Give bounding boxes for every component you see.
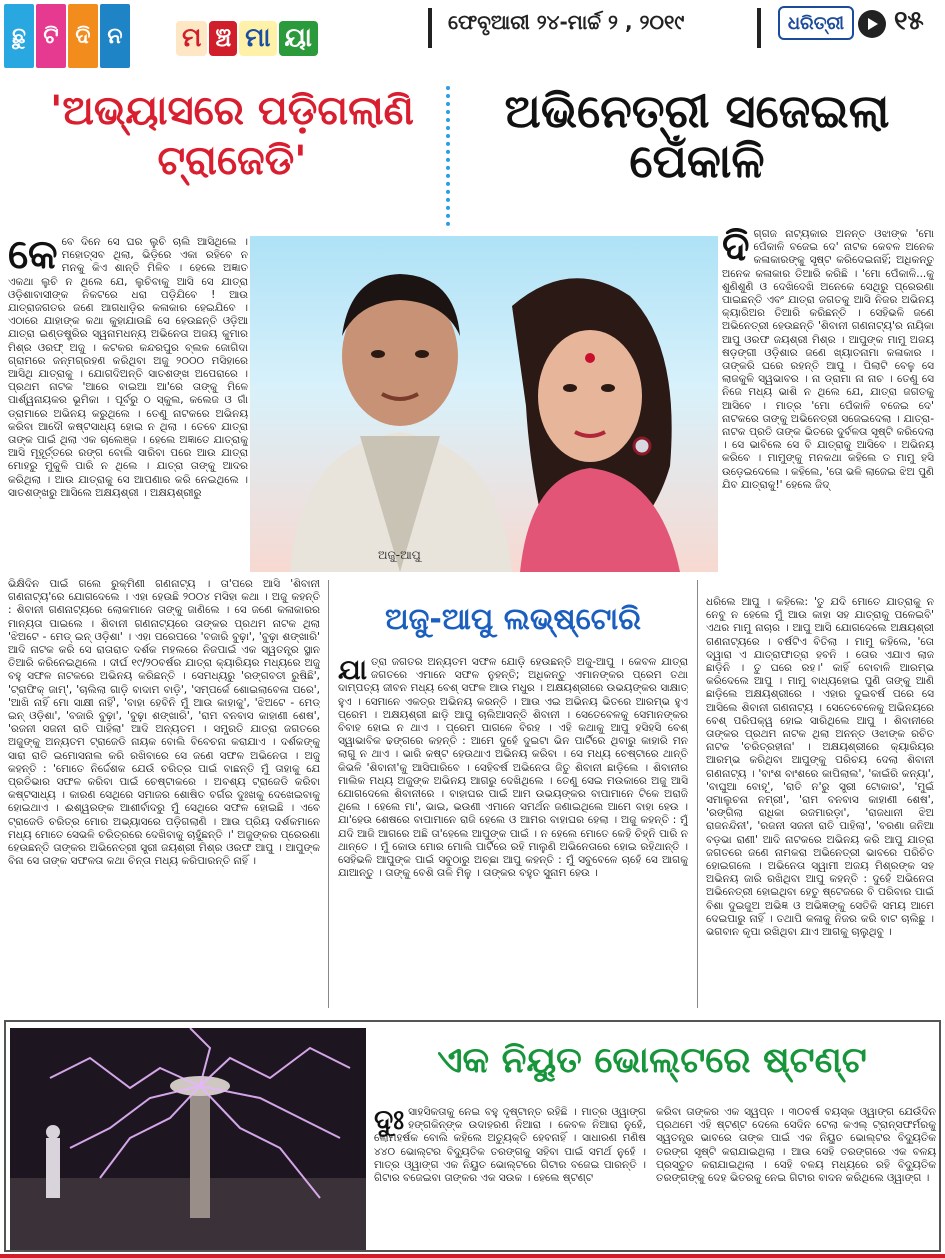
issue-date: ଫେବୃଆରୀ ୨୪-ମାର୍ଚ୍ଚ ୨ , ୨୦୧୯ (448, 10, 685, 34)
play-icon (858, 10, 886, 38)
tesla-coil-photo (10, 1028, 366, 1250)
column-rule (328, 580, 329, 1008)
page-number: ୧୫ (894, 6, 924, 36)
couple-photo (250, 236, 718, 572)
dropcap: କେ (8, 236, 58, 278)
headline-right: ଅଭିନେତ୍ରୀ ସଜେଇଲା ପେଁକାଳି (504, 84, 890, 188)
article-text: ଗ୍ଗଜ ନାଟ୍ୟକାର ଅନନ୍ତ ଓଝାଙ୍କ 'ମୋ ପେଁକାଳି ବଜେଇ ଦେ' ନାଟକ କେବଳ ଅନେକ କଳାକାରଙ୍କୁ ସୃଷ୍ଟ କରିଦେଇନାହିଁ; ଅଧିକନ୍ତୁ ଅନେକ କଳାକାର ତିଆରି କରିଛି । 'ମୋ ପେଁକାଳି...କୁ ଶୁଣିଶୁଣି ଓ ଦେଖିଦେଖି ଅନେକେ ସେଥିରୁ ପ୍ରେରଣା ପାଇଛନ୍ତି ଏବଂ ଯାତ୍ରା ଜଗତକୁ ଆସି ନିଜର ଅଭିନୟ କ୍ୟାରିଅର ତିଆରି କରିଛନ୍ତି । ସେହିଭଳି ଜଣେ ଅଭିନେତ୍ରୀ ହେଉଛନ୍ତି 'ଶିବାନୀ ଗଣନାଟ୍ୟ'ର ନାୟିକା ଆପୁ ଓରଫ ଜୟଶ୍ରୀ ମିଶ୍ର । ଆପୁଙ୍କ ମାମୁ ଅଜୟ ଷଡ଼ଙ୍ଗୀ ଓଡ଼ିଶାର ଜଣେ ଖ୍ୟାତନାମା କଳାକାର । ତାଙ୍କରି ଘରେ ରହନ୍ତି ଆପୁ । ପିଲାଟି ବେଳୁ ସେ ଲାଜକୁଳି ସ୍ୱଭାବର । ନା ଡ୍ରାମା ନା ନାଚ । ତେଣୁ ସେ ନିଜେ ମଧ୍ୟ ଭାଶି ନ ଥିଲେ ଯେ, ଯାତ୍ରା ଜଗତକୁ ଆସିବେ । ମାତ୍ର 'ମୋ ପେଁକାଳି ବଜେଇ ଦେ' ନାଟକରେ ତାଙ୍କୁ ଅଭିନେତ୍ରୀ ସଜେଇଦେଲା । ଯାତ୍ରା-ନାଟକ ପ୍ରତି ତାଙ୍କ ଭିତରେ ଦୁର୍ବଳତା ସୃଷ୍ଟି କରିଦେଲା । ସେ ଭାବିଲେ ସେ ବି ଯାତ୍ରାକୁ ଆସିବେ । ଅଭିନୟ କରିବେ । ମାମୁଙ୍କୁ ମନକଥା କହିଲେ ତ ମାମୁ ହସି ଉଡ଼େଇଦେଲେ । କହିଲେ, 'ତୋ ଭଳି ଲାଜେଇ ଝିଅ ପୁଣି ଯିବ ଯାତ୍ରାକୁ!' ହେଲେ ଜିଦ୍ (722, 228, 934, 491)
brand-tile: ଟି (36, 4, 66, 68)
article-text: ଧରିଲେ ଆପୁ । କହିଲେ: 'ତୁ ଯଦି ମୋତେ ଯାତ୍ରାକୁ ନ ନେବୁ ନ ହେଲେ ମୁଁ ଆଉ କାହା ସହ ଯାତ୍ରାକୁ ପଳେଇବି' ଏଥର ମାମୁ ନାଚାର । ଆପୁ ଆସି ଯୋଗଦେଲେ ଅକ୍ଷୟଶ୍ରୀ ଗଣନାଟ୍ୟରେ । ବର୍ଷଟିଏ ବିତିଲା । ମାମୁ କହିଲେ, 'ତୋ ଦ୍ୱାରା ଏ ଯାତ୍ରାଫାତ୍ରା ହବନି । ତୋର ଏଯାଏ ଲାଜ ଛାଡ଼ିନି । ତୁ ଘରେ ରହ।' କାହିଁ ବୋବାଳି ଆରମ୍ଭ କରିଦେଲେ ଆପୁ । ମାମୁ ବାଧ୍ୟହୋଇ ପୁଣି ତାଙ୍କୁ ଆଣି ଛାଡ଼ିଲେ ଅକ୍ଷୟଶ୍ରୀରେ । ଏହାର ଦୁଇବର୍ଷ ପରେ ସେ ଆସିଲେ ଶିବାନୀ ଗଣନାଟ୍ୟ । ସେତେବେଳେକୁ ଅଭିନୟରେ ବେଶ୍ ପରିପକ୍ୱ ହୋଇ ସାରିଥିଲେ ଆପୁ । ଶିବାନୀରେ ତାଙ୍କର ପ୍ରଥମ ନାଟକ ଥିଲା ଅନନ୍ତ ଓଝାଙ୍କ ରଚିତ ନାଟକ 'ଚରିତ୍ରହୀନା' । ଅକ୍ଷୟଶ୍ରୀରେ କ୍ୟାରିୟର ଆରମ୍ଭ କରିଥିବା ଆପୁଙ୍କୁ ପରିଚୟ ଦେଲା ଶିବାନୀ ଗଣନାଟ୍ୟ । 'ବାଂଶ ବାଂଶରେ କାପିଲାଲ', 'କାଇଁରି କନ୍ୟା', 'ବାଘୁଆ ବୋହୂ', 'ରାତି ନ'ରୁ ସ୍ତ୍ରୀ ଟୋକାର', 'ମୁଇଁ ସମାଲୁଚନା ନମ୍ରୀ', 'ରାମ ବନବାସ କାହାଣୀ ଶେଷ', 'ରଙ୍ଗିଲା ରାଧିକା ରଜମାରଡ଼ା', 'ରାଜଧାନୀ ଝିଅ ରାଜନନ୍ଦିନୀ', 'ରଜନୀ ସଜନୀ ରାତି ପାହିଲା', 'ବରଣା ଜନିଆ ବଡ଼ଭା ରାଣୀ' ଆଦି ନାଟକରେ ଅଭିନୟ କରି ଆପୁ ଯାତ୍ରା ଜଗତରେ ଜଣେ ନାମକରା ଅଭିନେତ୍ରୀ ଭାବରେ ପରିଚିତ ହୋଇଗଲେ । ଅଭିନେତା ସ୍ୱାମୀ ଅଜୟ ମିଶ୍ରଙ୍କ ସହ ଅଭିନୟ ଜାରି ରଖିଥିବା ଆପୁ କହନ୍ତି : ଦୁହେଁ ଅଭିନେତା ଅଭିନେତ୍ରୀ ହୋଇଥିବା ହେତୁ ଷ୍ଟେଜରେ ବି ପରିବାର ପାଇଁ ବିଶା ଦୁଇଜୁଅ ଅଭିଜ୍ଞ ଓ ଅଭିଜ୍ଞଙ୍କୁ ସେତିକି ସମୟ ଆମେ ଦେଇପାରୁ ନାହିଁ । ତଥାପି କଳାକୁ ନିଜର କରି ବାଟ ଚାଲିଛୁ । ଭଗବାନ କୃପା ରଖିଥିବା ଯାଏ ଆଗକୁ ଚାଲୁଥିବୁ । (706, 596, 934, 939)
page-header (0, 0, 945, 78)
subheadline-love-story: ଅଜୁ-ଆପୁ ଲଭ୍ଷ୍ଟୋରି (384, 602, 642, 637)
article-text: ତ୍ରା ଜଗତର ଅନ୍ୟତମ ସଫଳ ଯୋଡ଼ି ହେଉଛନ୍ତି ଅଜୁ-ଆପୁ । କେବଳ ଯାତ୍ରା ଜଗତରେ ଏମାନେ ସଫଳ ନୁହନ୍ତି; ଅଧିକନ୍ତୁ ଏମାନଙ୍କର ପ୍ରେମ ତଥା ଦାମ୍ପତ୍ୟ ଜୀବନ ମଧ୍ୟ ବେଶ୍ ସଫଳ ଆଉ ମଧୁର । ଅକ୍ଷୟଶ୍ରୀରେ ଉଭୟଙ୍କର ସାକ୍ଷାତ୍ ହୁଏ । ସେମାନେ ଏକତ୍ର ଅଭିନୟ କରନ୍ତି । ଆଉ ଏଇ ଅଭିନୟ ଭିତରେ ଆରମ୍ଭ ହୁଏ ପ୍ରେମ । ଅକ୍ଷୟଶ୍ରୀ ଛାଡ଼ି ଆପୁ ଚାଲିଆସନ୍ତି ଶିବାନୀ । ସେତେବେଳକୁ ସେମାନଙ୍କର ବିବାହ ହୋଇ ନ ଥାଏ । ପ୍ରେମ ପାଗଳେ ବିରହ । ଏହି କଥାକୁ ଆପୁ ହସିହସି ବେଶ୍ ସ୍ୱାଭାବିକ ଢଙ୍ଗରେ କହନ୍ତି : ଆମେ ଦୁହେଁ ଦୁଇଟା ଭିନ ପାର୍ଟିରେ ଥିବାରୁ କାହାରି ମନ ଲାଗୁ ନ ଥାଏ । ଭାରି କଷ୍ଟ ହେଉଥାଏ ଅଭିନୟ କରିବା । ସେ ମଧ୍ୟ ଚେଷ୍ଟାରେ ଥାନ୍ତି କିଭଳି 'ଶିବାନୀ'କୁ ଆସିପାରିବେ । ସେହିବର୍ଷ ଅଭିନେତା ଜିତୁ ଶିବାନୀ ଛାଡ଼ିଲେ । ଶିବାନୀର ମାଲିକ ମଧ୍ୟ ଅଜୁଙ୍କ ଅଭିନୟ ଆଗରୁ ଦେଖିଥିଲେ । ତେଣୁ ସେଇ ମଉକାରେ ଅଜୁ ଆସି ଯୋଗଦେଲେ ଶିବାନୀରେ । ବାହାଘର ପାଇଁ ଆମ ଉଭୟଙ୍କର ବାପାମାନେ ଟିକେ ଅରାଜି ଥିଲେ । ହେଲେ ମା', ଭାଇ, ଭଉଣୀ ଏମାନେ ସମର୍ଥନ ଜଣାଇଥିଲେ ଆମେ ବାହା ହେଉ । ଯା'ହେଉ ଶେଷରେ ବାପାମାନେ ରାଜି ହେଲେ ଓ ଆମର ବାହାଘର ହେଲା । ଅଜୁ କହନ୍ତି : ମୁଁ ଯଦି ଆଜି ଆଗରେ ଅଛି ତା'ହେଲେ ଆପୁଙ୍କ ପାଇଁ । ନ ହେଲେ ମୋତେ କେହି ଚିହ୍ନି ପାରି ନ ଥାନ୍ତେ । ମୁଁ କୋଉ ମୋର ମୋଲି ପାର୍ଟିରେ ରହି ମାଲୁଣି ଅଭିନେତାରେ ହୋଇ ରହିଥାନ୍ତି । ସେହିଭଳି ଆପୁଙ୍କ ପାଇଁ ସବୁଠାରୁ ଅଚ୍ଛା ଆପୁ କହନ୍ତି : ମୁଁ ସବୁବେଳେ ଚାହେଁ ସେ ଆଗକୁ ଯାଆନ୍ତୁ । ତାଙ୍କୁ ବେଶି ତାଳି ମିଳୁ । ତାଙ୍କର ବହୁତ ସୁନାମ ହେଉ । (338, 656, 688, 880)
dropcap: ଯା (338, 656, 368, 686)
paper-logo: ଧରିତ୍ରୀ (778, 6, 854, 40)
brand-tile: ଛୁ (4, 4, 34, 68)
headline-left: 'ଅଭ୍ୟାସରେ ପଡ଼ିଗଲାଣି ଟ୍ରାଜେଡି' (50, 88, 414, 184)
article-text: କରିବା ତାଙ୍କର ଏକ ସ୍ୱପ୍ନ । ୩୦ବର୍ଷ ବୟସ୍କ ଓ୍ୱାଙ୍ଗ ଯେଉଁଦିନ ପ୍ରଥମେ ଏହି ଷ୍ଟଣ୍ଟ ଦେଲେ ସେଦିନ ଟେଲା କଏଲ୍ ଟ୍ରାନ୍ସଫର୍ମରକୁ ସ୍ୱତନ୍ତ୍ର ଭାବରେ ତାଙ୍କ ପାଇଁ ଏକ ନିୟୁତ ଭୋଲ୍ଟର ବିଦ୍ୟୁତିକ ତରଙ୍ଗ ସୃଷ୍ଟି କରାଯାଇଥିଲା । ଆଉ ସେହି ତରଙ୍ଗରେ ଏକ ବଳୟ ପ୍ରସ୍ତୁତ କରାଯାଇଥିଲା । ସେହି ବଳୟ ମଧ୍ୟରେ ରହି ବିଦ୍ୟୁତିକ ତରଙ୍ଗଙ୍କୁ ଦେହ ଭିତରକୁ ନେଇ ଗିଟାର ବାଦନ କରିଥିଲେ ଓ୍ୱାଙ୍ଗ । (656, 1106, 936, 1185)
tesla-coil-illustration (10, 1028, 366, 1250)
header-divider (757, 8, 761, 48)
brand-tile: ଦି (68, 4, 98, 68)
story-bottom-column-right (656, 1106, 936, 1250)
section-logo-part: ମା (239, 21, 276, 56)
story-left-column-bottom (8, 578, 320, 1008)
section-logo-part: ଞ୍ଚ (209, 21, 237, 56)
story-right-column-bottom (706, 596, 934, 1008)
section-logo (176, 14, 392, 62)
article-text: ବେ ଦିନେ ସେ ଘର ଲୁଚି ଚାଲି ଆସିଥିଲେ । ମହୋତ୍ସବ ଥିଲା, ଭିଡ଼ିରେ ଏକା ରହିବେ ନ ମନକୁ କିଏ ଶାନ୍ତି ମିଳିବ । ହେଲେ ଅଜ୍ଞାତ ଏକଥା ଲୁଚି ନ ଥିଲେ ଯେ, ଲୁଚିବାକୁ ଆସି ସେ ଯାତ୍ରା ଓଡ଼ିଶାବାସୀଙ୍କ ନିକଟରେ ଧରା ପଡ଼ିଯିବେ ! ଆଉ ଯାତ୍ରାଜଗତର ଜଣେ ଆଗଧାଡ଼ିର କଳାକାର ହେଇଯିବେ । ଏଠାରେ ଯାହାଙ୍କ କଥା କୁହାଯାଉଛି ସେ ହେଉଛନ୍ତି ଓଡ଼ିଆ ଯାତ୍ରା ଇଣ୍ଡଷ୍ଟ୍ରିର ସ୍ୱନାମଧନ୍ୟ ଅଭିନେତା ଅଜୟ କୁମାର ମିଶ୍ର ଓରଫ୍ ଅଜୁ । କଟକର କନ୍ଦରପୁର ବ୍ଲକ ଜୋଗିଦା ଗ୍ରାମରେ ଜନ୍ମଗ୍ରହଣ କରିଥିବା ଅଜୁ ୨୦୦୦ ମସିହାରେ ଆସିଥି ଯାତ୍ରାକୁ । ଯୋଗଦିଅନ୍ତି ସାତଶଙ୍ଖ ଅପେରାରେ । ପ୍ରଥମ ନାଟକ 'ଆରେ ବାଇଆ ଆ'ରେ ତାଙ୍କୁ ମିଳେ ପାର୍ଶ୍ୱନାୟକର ଭୂମିକା । ପୂର୍ବରୁ ଠ ସ୍କୁଲ, କଲେଜ ଓ ଗାଁ ଡ୍ରାମାରେ ଅଭିନୟ କରୁଥିଲେ । ତେଣୁ ନାଟକରେ ଅଭିନୟ କରିବା ଆଦୌ କଷ୍ଟସାଧ୍ୟ ହୋଇ ନ ଥିଲା । ତେବେ ଯାତ୍ରା ତାଙ୍କ ପାଇଁ ଥିଲା ଏକ ଚାଲେଞ୍ଜ । ହେଲେ ଅଜ୍ଞାତେ ଯାତ୍ରାକୁ ଆସି ମୂହୂର୍ତ୍ତରେ ରଙ୍ଗ ବୋଲି ସାରିବା ପରେ ଆଉ ଯାତ୍ରା ମୋହରୁ ମୁକୁଳି ପାରି ନ ଥିଲେ । ଯାତ୍ରା ତାଙ୍କୁ ଆଦର କରିଥିଲା । ଆଉ ଯାତ୍ରାକୁ ସେ ଆପଣାର କରି ନେଇଥିଲେ । ସାତଶଙ୍ଖରୁ ଆସିଲେ ଅକ୍ଷୟଶ୍ରୀ । ଅକ୍ଷୟଶ୍ରୀରୁ (8, 236, 248, 499)
column-rule (697, 580, 698, 1008)
section-logo-part: ମ (176, 21, 207, 56)
story-right-column-top (722, 228, 934, 598)
story-left-column-top (8, 236, 248, 576)
headline-bottom: ଏକ ନିୟୁତ ଭୋଲ୍ଟରେ ଷ୍ଟଣ୍ଟ (437, 1040, 867, 1081)
article-text: ସାହସିକତାକୁ ନେଇ ବହୁ ଦୃଷ୍ଟାନ୍ତ ରହିଛି । ମାତ୍ର ଓ୍ୱାଙ୍ଗ ହଙ୍ଗକିନ୍ଙ୍କ ଉଦାହରଣ ନିଆରା । କେବଳ ନିଆରା ନୁହେଁ, ଲୋମହର୍ଷକ ବୋଲି କହିଲେ ଅତ୍ୟୁକ୍ତି ହେବନାହିଁ । ସାଧାରଣ ମଣିଷ ୪୪୦ ଭୋଲ୍ଟର ବିଦ୍ୟୁତିକ ତରଙ୍ଗକୁ ସହିବା ପାଇଁ ସମର୍ଥ ନୁହେଁ । ମାତ୍ର ଓ୍ୱାଙ୍ଗ ଏକ ନିୟୁତ ଭୋଲ୍ଟରେ ଗିଟାର ବଜେଇ ପାରନ୍ତି । ଗିଟାର ବଜେଇବା ତାଙ୍କର ଏକ ସଉକ । ହେଲେ ଷ୍ଟଣ୍ଟ (374, 1106, 646, 1185)
header-divider (428, 8, 432, 48)
article-text: ଭିକ୍ଷିଦିନ ପାଇଁ ଗଲେ ରୁକ୍ମିଣୀ ଗଣନାଟ୍ୟ । ତା'ପରେ ଆସି 'ଶିବାନୀ ଗଣନାଟ୍ୟ'ରେ ଯୋଗଦେଲେ । ଏହା ହେଉଛି ୨୦୦୪ ମସିହା କଥା । ଅଜୁ କହନ୍ତି : ଶିବାନୀ ଗଣନାଟ୍ୟରେ ଲୋକମାନେ ତାଙ୍କୁ ଜାଣିଲେ । ସେ ଜଣେ କଳାକାରର ମାନ୍ୟତା ପାଇଲେ । ଶିବାନୀ ଗଣନାଟ୍ୟରେ ତାଙ୍କର ପ୍ରଥମ ନାଟକ ଥିଲା 'ଝିଅଟେ - ମେଡ୍ ଇନ୍ ଓଡ଼ିଶା' । ଏହା ପରେପରେ 'ବଜାରି ବୁଢ଼ା', 'ବୁଢ଼ା ଶଙ୍ଖାରି' ଆଦି ନାଟକ କରି ସେ ରାତାରାତ ଦର୍ଶକ ମହଲରେ ନିଜପାଇଁ ଏକ ସ୍ୱତନ୍ତ୍ର ସ୍ଥାନ ତିଆରି କରିନେଇଥିଲେ । ଦୀର୍ଘ ୧୯/୨୦ବର୍ଷର ଯାତ୍ରା କ୍ୟାରିୟର ମଧ୍ୟରେ ଅଜୁ ବହୁ ସଫଳ ନାଟକରେ ଅଭିନୟ କରିଛନ୍ତି । ସେମଧ୍ୟରୁ 'ରଙ୍ଗବତୀ ରୁଷିଛି', 'ଟ୍ରାଫିକ୍ ଜାମ୍', 'ଚାଲିଲା ଗାଡ଼ି ବାଦାମ ବାଡ଼ି', 'ସମ୍ପର୍କେ ଶୋଇଲାବେଳା ପରେ', 'ଆଖି ନାହିଁ ମୋ ସାକ୍ଷୀ ନାହିଁ', 'ବାହା ହେବିନି ମୁଁ ଆଉ କାହାକୁ', 'ଝିଅଟେ - ମେଡ୍ ଇନ୍ ଓଡ଼ିଶା', 'ବଜାରି ବୁଢ଼ା', 'ବୁଢ଼ା ଶଙ୍ଖାରି', 'ରାମ ବନବାସ କାହାଣୀ ଶେଷ', 'ରଜନୀ ସଜନୀ ରାତି ପାହିଲା' ଆଦି ଅନ୍ୟତମ । ସମ୍ପ୍ରତି ଯାତ୍ରା ଜଗତରେ ଅଜୁଙ୍କୁ ଅନ୍ୟତମ ଟ୍ରାଜେଡି ନାୟକ ବୋଲି ବିବେଚନା କରାଯାଏ । ଦର୍ଶକଙ୍କୁ ସାରା ରାତି ଇମୋସନାଲ କରି ରଖିବାରେ ସେ ଜଣେ ସଫଳ ଅଭିନେତା । ଅଜୁ କହନ୍ତି : 'ମୋତେ ନିର୍ଦ୍ଦେଶକ ଯେଉଁ ଚରିତ୍ର ପାଇଁ ବାଛନ୍ତି ମୁଁ ତାହାକୁ ଯେ ପ୍ରତିଭାର ସଫଳ କରିବା ପାଇଁ ଚେଷ୍ଟାକରେ । ଅବଶ୍ୟ ଟ୍ରାଜେଡି କରିବା କଷ୍ଟସାଧ୍ୟ । କାରଣ ସେଥିରେ ସମାଜର ଶୋଷିତ ବର୍ଗର ଦୁଃଖକୁ ଦେଖେଇବାକୁ ହୋଇଥାଏ । ଈଶ୍ୱରଙ୍କ ଆଶୀର୍ବାଦରୁ ମୁଁ ସେଥିରେ ସଫଳ ହୋଇଛି । ଏବେ ଟ୍ରାଜେଡି ଚରିତ୍ର ମୋର ଅଭ୍ୟାସରେ ପଡ଼ିଗଲାଣି । ଆଉ ପ୍ରିୟ ଦର୍ଶକମାନେ ମଧ୍ୟ ମୋତେ ସେଭଳି ଚରିତ୍ରରେ ଦେଖିବାକୁ ଚାହୁଁଛନ୍ତି ।' ଅଜୁଙ୍କର ପ୍ରେରଣା ହେଉଛନ୍ତି ତାଙ୍କର ଅଭିନେତ୍ରୀ ସ୍ତ୍ରୀ ଜୟଶ୍ରୀ ମିଶ୍ର ଓରଫ ଆପୁ । ଆପୁଙ୍କ ବିନା ସେ ତାଙ୍କ ସଫଳତା କଥା ଚିନ୍ତା ମଧ୍ୟ କରିପାରନ୍ତି ନାହିଁ । (8, 578, 320, 868)
dropcap: ଦି (722, 228, 750, 270)
story-middle-column (338, 656, 688, 1010)
story-bottom-column-left (374, 1106, 646, 1250)
section-logo-part: ୟା (279, 21, 318, 56)
dotted-divider (446, 86, 450, 226)
couple-photo-illustration (250, 236, 718, 572)
photo-caption: ଅଜୁ-ଆପୁ (378, 548, 421, 562)
brand-tile: ନ (100, 4, 130, 68)
footer-rule (0, 1254, 945, 1258)
brand-tiles (4, 4, 130, 68)
dropcap: ଦୁଃ (374, 1106, 405, 1136)
